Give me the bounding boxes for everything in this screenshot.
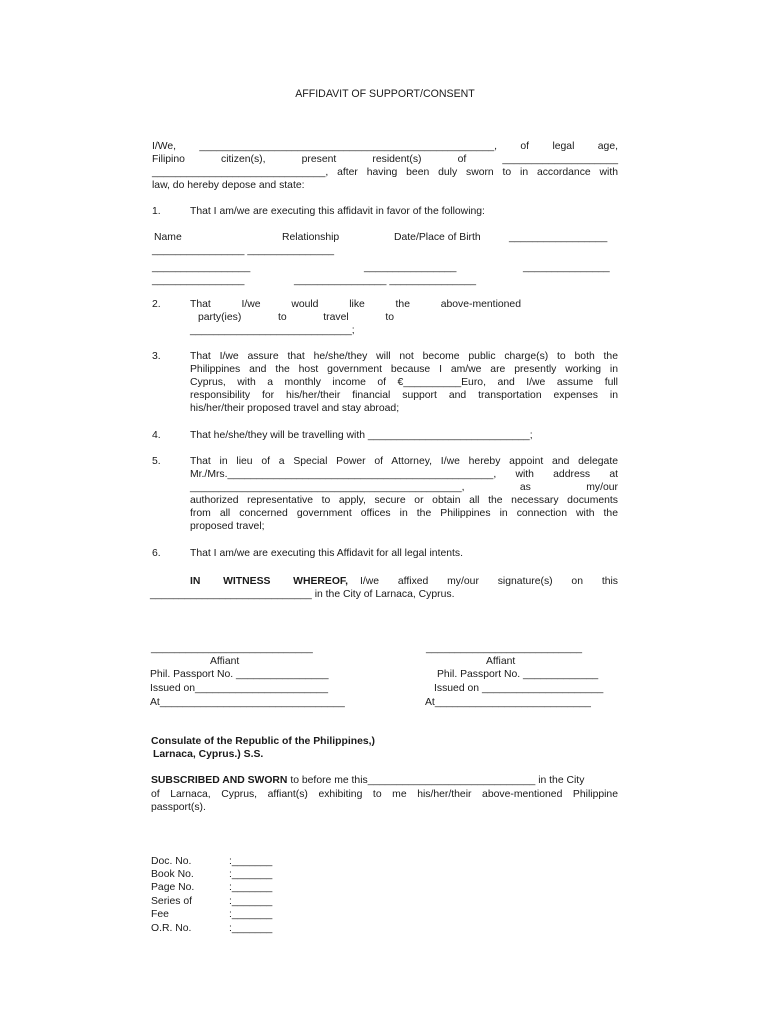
item-3-line-4: responsibility for his/her/their financial support and transportation expenses in	[190, 390, 618, 401]
subscribed-line-1-rest: to before me this_____________________________ in the City	[287, 775, 585, 786]
item-6-text: That I am/we are executing this Affidavit for all legal intents.	[190, 548, 463, 559]
blank-line: _______________	[523, 262, 610, 273]
issued-right: Issued on _____________________	[434, 683, 604, 694]
notarial-value-book: :_______	[229, 869, 273, 880]
consulate-line-1: Consulate of the Republic of the Philippines,)	[151, 736, 375, 747]
item-4-number: 4.	[152, 430, 161, 441]
subscribed-line-1	[151, 774, 618, 787]
item-5-line-1: That in lieu of a Special Power of Attorney, I/we hereby appoint and delegate	[190, 456, 618, 467]
item-2-line-1: That I/we would like the above-mentioned	[190, 299, 521, 310]
item-2-line-3: ____________________________;	[190, 325, 355, 336]
item-6-number: 6.	[152, 548, 161, 559]
column-name: Name	[154, 232, 182, 243]
blank-line: _________________	[509, 232, 608, 243]
notarial-value-or: :_______	[229, 923, 273, 934]
subscribed-line-3: passport(s).	[151, 802, 206, 813]
witness-heading: IN WITNESS WHEREOF,	[190, 576, 348, 587]
at-right: At___________________________	[425, 697, 591, 708]
item-3-line-3: Cyprus, with a monthly income of €__________Euro, and I/we assume full	[190, 377, 618, 388]
affiant-label-right: Affiant	[486, 656, 516, 667]
intro-line-3: ______________________________, after having been duly sworn to in accordance with	[152, 167, 618, 178]
at-left: At________________________________	[150, 697, 345, 708]
item-1-text: That I am/we are executing this affidavit in favor of the following:	[190, 206, 485, 217]
notarial-label-doc: Doc. No.	[151, 856, 192, 867]
subscribed-line-2: of Larnaca, Cyprus, affiant(s) exhibiting to me his/her/their above-mentioned Philippine	[151, 789, 618, 800]
item-2-number: 2.	[152, 299, 161, 310]
notarial-label-series: Series of	[151, 896, 193, 907]
column-date-place: Date/Place of Birth	[394, 232, 481, 243]
notarial-label-fee: Fee	[151, 909, 169, 920]
item-5-line-6: proposed travel;	[190, 521, 265, 532]
item-5-line-4: authorized representative to apply, secure or obtain all the necessary documents	[190, 495, 618, 506]
item-4-text: That he/she/they will be travelling with ____________________________;	[190, 430, 533, 441]
item-3-line-5: his/her/their proposed travel and stay abroad;	[190, 403, 400, 414]
item-5-number: 5.	[152, 456, 161, 467]
notarial-value-fee: :_______	[229, 909, 273, 920]
item-3-number: 3.	[152, 351, 161, 362]
blank-row: ________________ _______________	[152, 245, 335, 256]
item-3-line-1: That I/we assure that he/she/they will not become public charge(s) to both the	[190, 351, 618, 362]
signature-line-right: ___________________________	[426, 643, 583, 654]
consulate-line-2: Larnaca, Cyprus.) S.S.	[153, 749, 264, 760]
blank-row: ________________ _______________	[294, 275, 477, 286]
affiant-label-left: Affiant	[210, 656, 240, 667]
intro-line-1: I/We, ___________________________________________________, of legal age,	[152, 141, 618, 152]
witness-line-1: I/we affixed my/our signature(s) on this	[360, 576, 618, 587]
item-5-line-5: from all concerned government offices in the Philippines in connection with the	[190, 508, 618, 519]
notarial-label-page: Page No.	[151, 882, 195, 893]
item-3-line-2: Philippines and the host government because I am/we are presently working in	[190, 364, 618, 375]
passport-left: Phil. Passport No. ________________	[150, 669, 329, 680]
notarial-label-or: O.R. No.	[151, 923, 192, 934]
passport-right: Phil. Passport No. _____________	[437, 669, 599, 680]
notarial-value-page: :_______	[229, 882, 273, 893]
notarial-value-doc: :_______	[229, 856, 273, 867]
column-relationship: Relationship	[282, 232, 340, 243]
signature-line-left: ____________________________	[151, 643, 313, 654]
item-5-line-3: _______________________________________________, as my/our	[190, 482, 618, 493]
issued-left: Issued on_______________________	[150, 683, 328, 694]
blank-line: ________________	[152, 275, 245, 286]
notarial-label-book: Book No.	[151, 869, 194, 880]
notarial-value-series: :_______	[229, 896, 273, 907]
witness-line-2: ____________________________ in the City of Larnaca, Cyprus.	[150, 589, 455, 600]
item-1-number: 1.	[152, 206, 161, 217]
intro-line-4: law, do hereby depose and state:	[152, 180, 305, 191]
item-5-line-2: Mr./Mrs.______________________________________________, with address at	[190, 469, 618, 480]
intro-line-2: Filipino citizen(s), present resident(s) of ____________________	[152, 154, 618, 165]
subscribed-heading: SUBSCRIBED AND SWORN	[151, 775, 288, 786]
item-2-line-2: party(ies) to travel to	[198, 312, 394, 323]
blank-line: _________________	[152, 262, 251, 273]
blank-line: ________________	[364, 262, 457, 273]
document-title: AFFIDAVIT OF SUPPORT/CONSENT	[295, 88, 475, 100]
